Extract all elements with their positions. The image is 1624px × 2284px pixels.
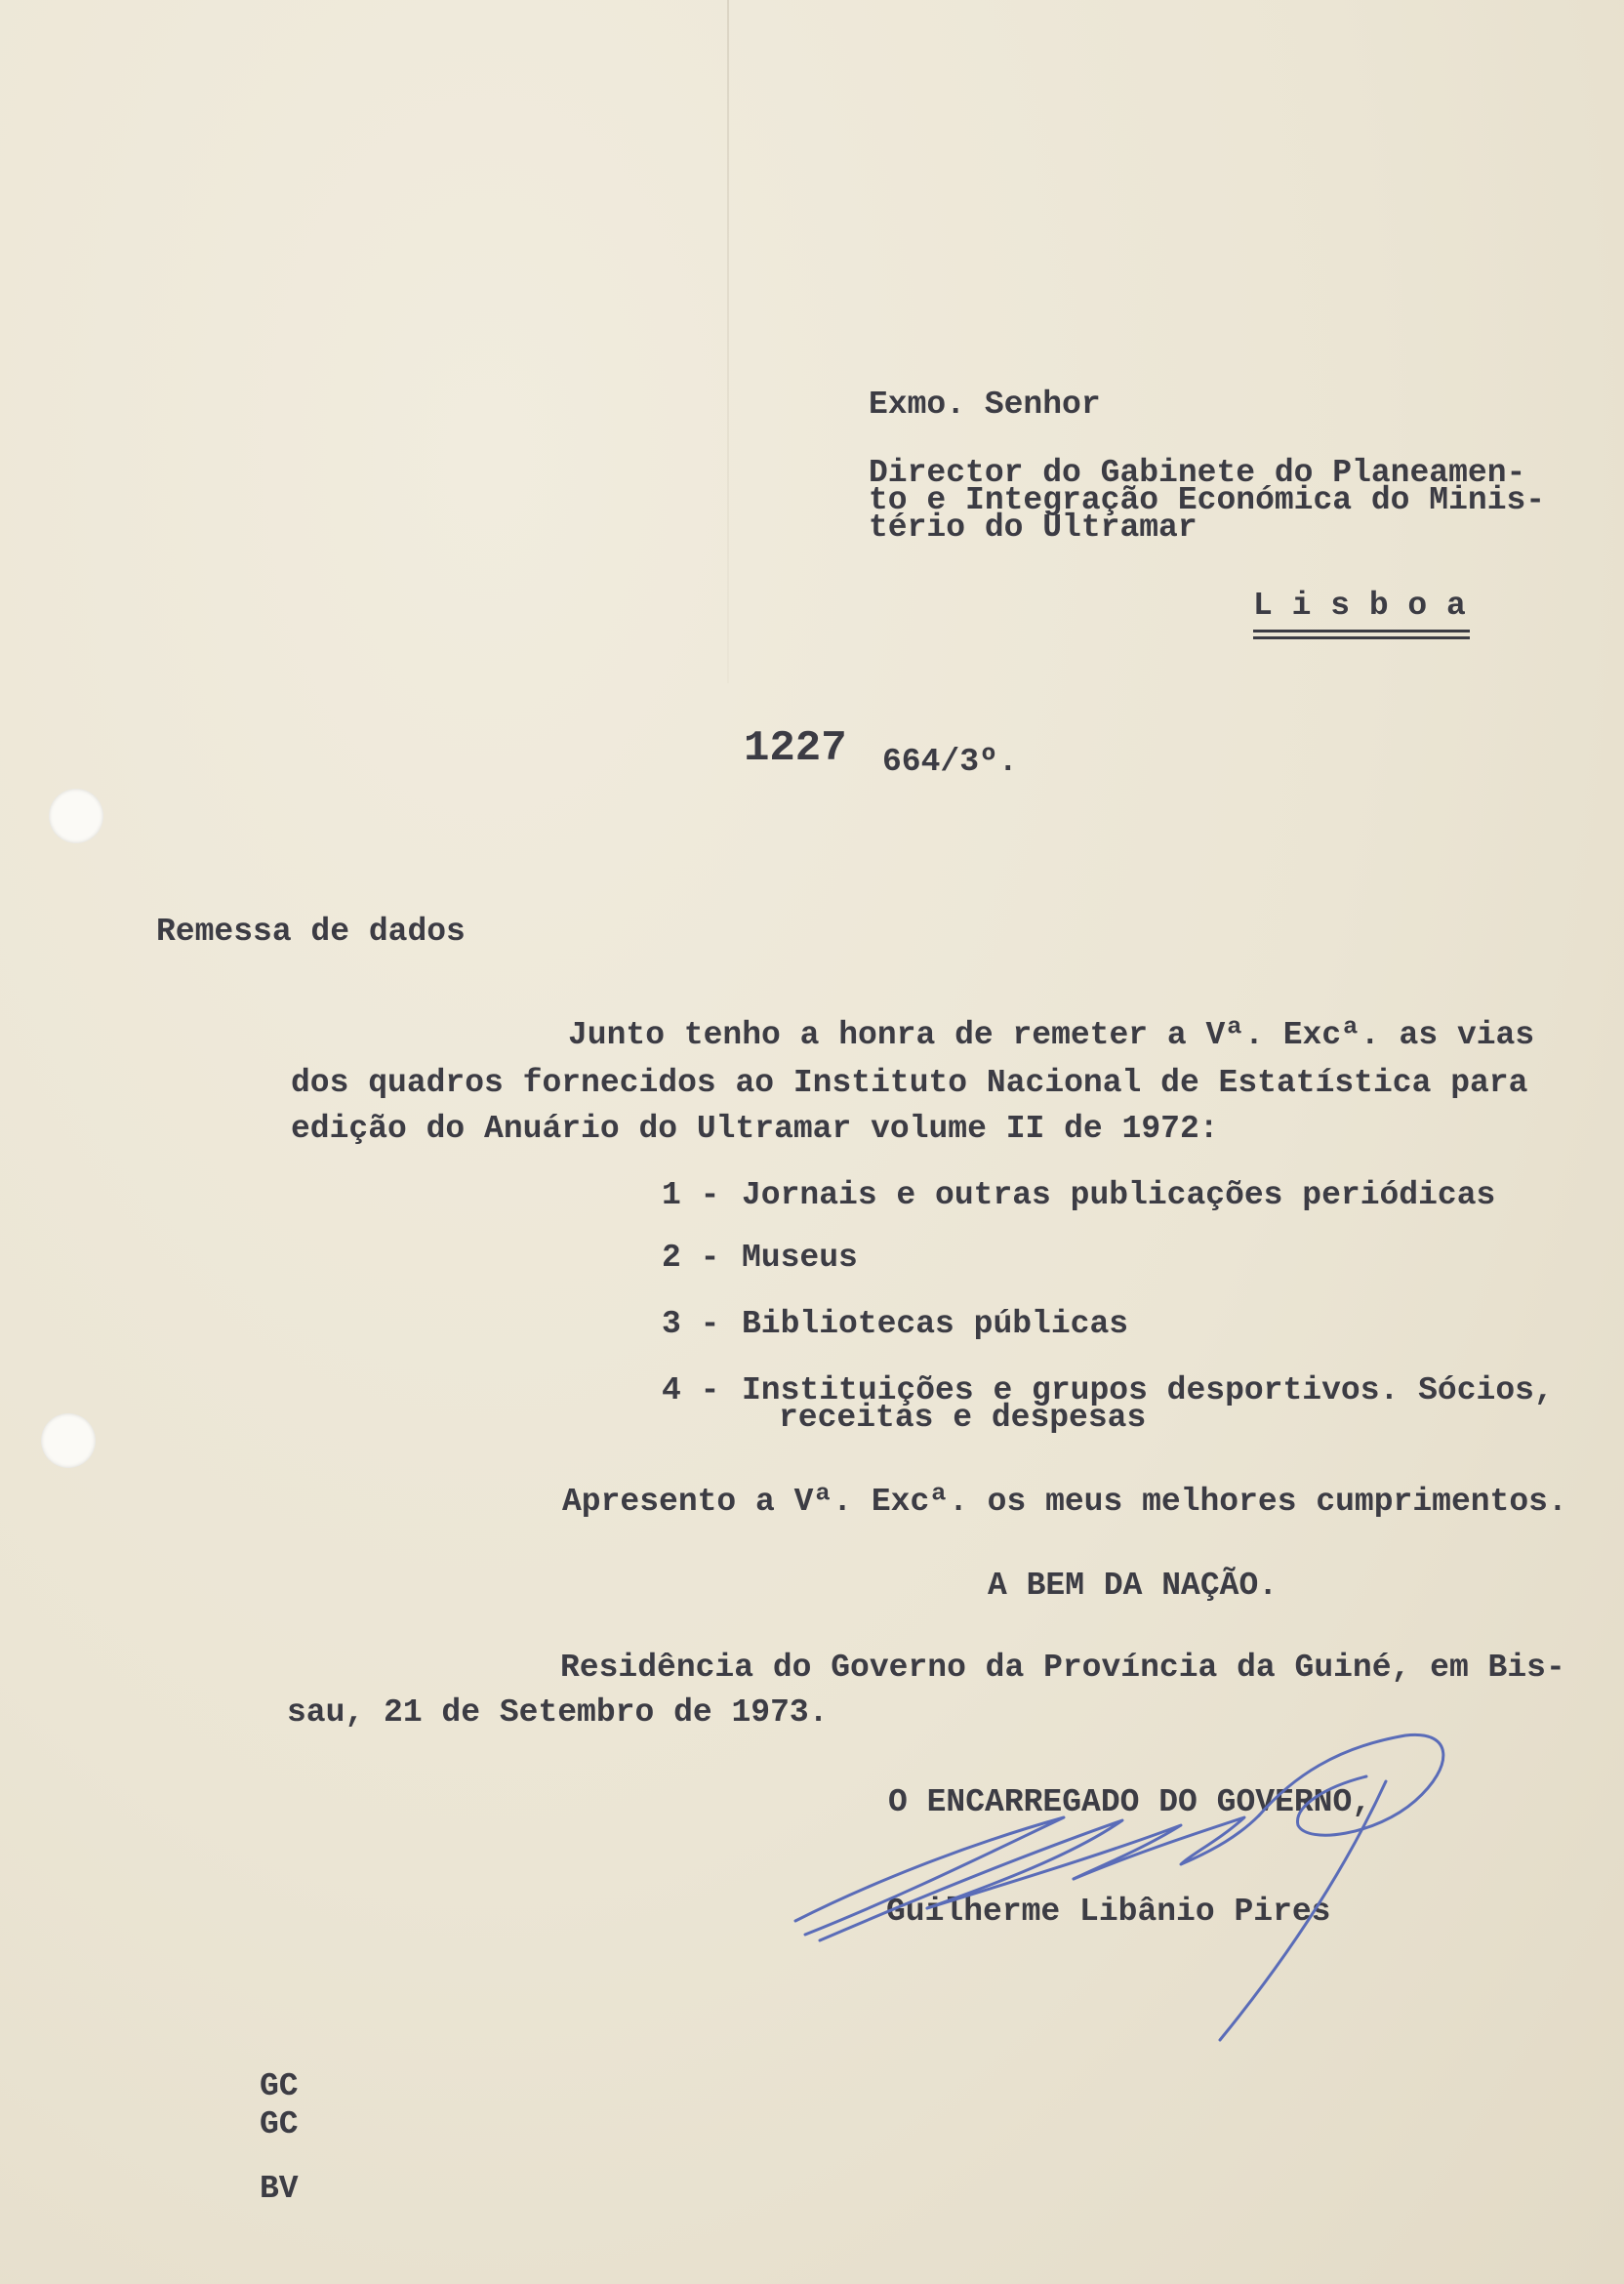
signatory-name: Guilherme Libânio Pires — [886, 1894, 1331, 1930]
list-item-number: 4 - — [662, 1372, 720, 1408]
punch-hole — [41, 1413, 96, 1468]
subject-line: Remessa de dados — [156, 914, 466, 950]
reference-code: 664/3º. — [882, 744, 1018, 780]
city-underline — [1253, 630, 1470, 632]
list-item-text: Instituições e grupos desportivos. Sócios, — [742, 1372, 1554, 1408]
body-paragraph-line: edição do Anuário do Ultramar volume II de 1972: — [291, 1111, 1219, 1147]
body-paragraph-line: Junto tenho a honra de remeter a Vª. Excª. as vias — [568, 1017, 1535, 1053]
recipient-line: to e Integração Económica do Minis- — [869, 482, 1546, 518]
list-item-text: receitas e despesas — [779, 1400, 1147, 1436]
place-date-line: sau, 21 de Setembro de 1973. — [287, 1694, 829, 1731]
motto-line: A BEM DA NAÇÃO. — [988, 1568, 1279, 1604]
list-item-number: 3 - — [662, 1306, 720, 1342]
recipient-line: Director do Gabinete do Planeamen- — [869, 455, 1526, 491]
list-item-text: Museus — [742, 1240, 858, 1276]
initials-line: BV — [260, 2171, 299, 2207]
initials-line: GC — [260, 2106, 299, 2142]
recipient-city: L i s b o a — [1253, 588, 1466, 624]
signatory-title: O ENCARREGADO DO GOVERNO, — [888, 1784, 1372, 1820]
list-item-text: Bibliotecas públicas — [742, 1306, 1129, 1342]
list-item-number: 2 - — [662, 1240, 720, 1276]
city-underline — [1253, 636, 1470, 639]
paper-fold — [727, 0, 729, 683]
list-item-text: Jornais e outras publicações periódicas — [742, 1177, 1496, 1213]
punch-hole — [49, 789, 103, 843]
initials-line: GC — [260, 2068, 299, 2104]
list-item-number: 1 - — [662, 1177, 720, 1213]
place-date-line: Residência do Governo da Província da Guiné, em Bis- — [560, 1650, 1565, 1686]
recipient-line: tério do Ultramar — [869, 510, 1198, 546]
closing-line: Apresento a Vª. Excª. os meus melhores cumprimentos. — [562, 1484, 1567, 1520]
handwritten-signature — [781, 1708, 1464, 2050]
recipient-salutation: Exmo. Senhor — [869, 387, 1101, 423]
body-paragraph-line: dos quadros fornecidos ao Instituto Nacional de Estatística para — [291, 1065, 1528, 1101]
reference-number: 1227 — [744, 724, 847, 773]
